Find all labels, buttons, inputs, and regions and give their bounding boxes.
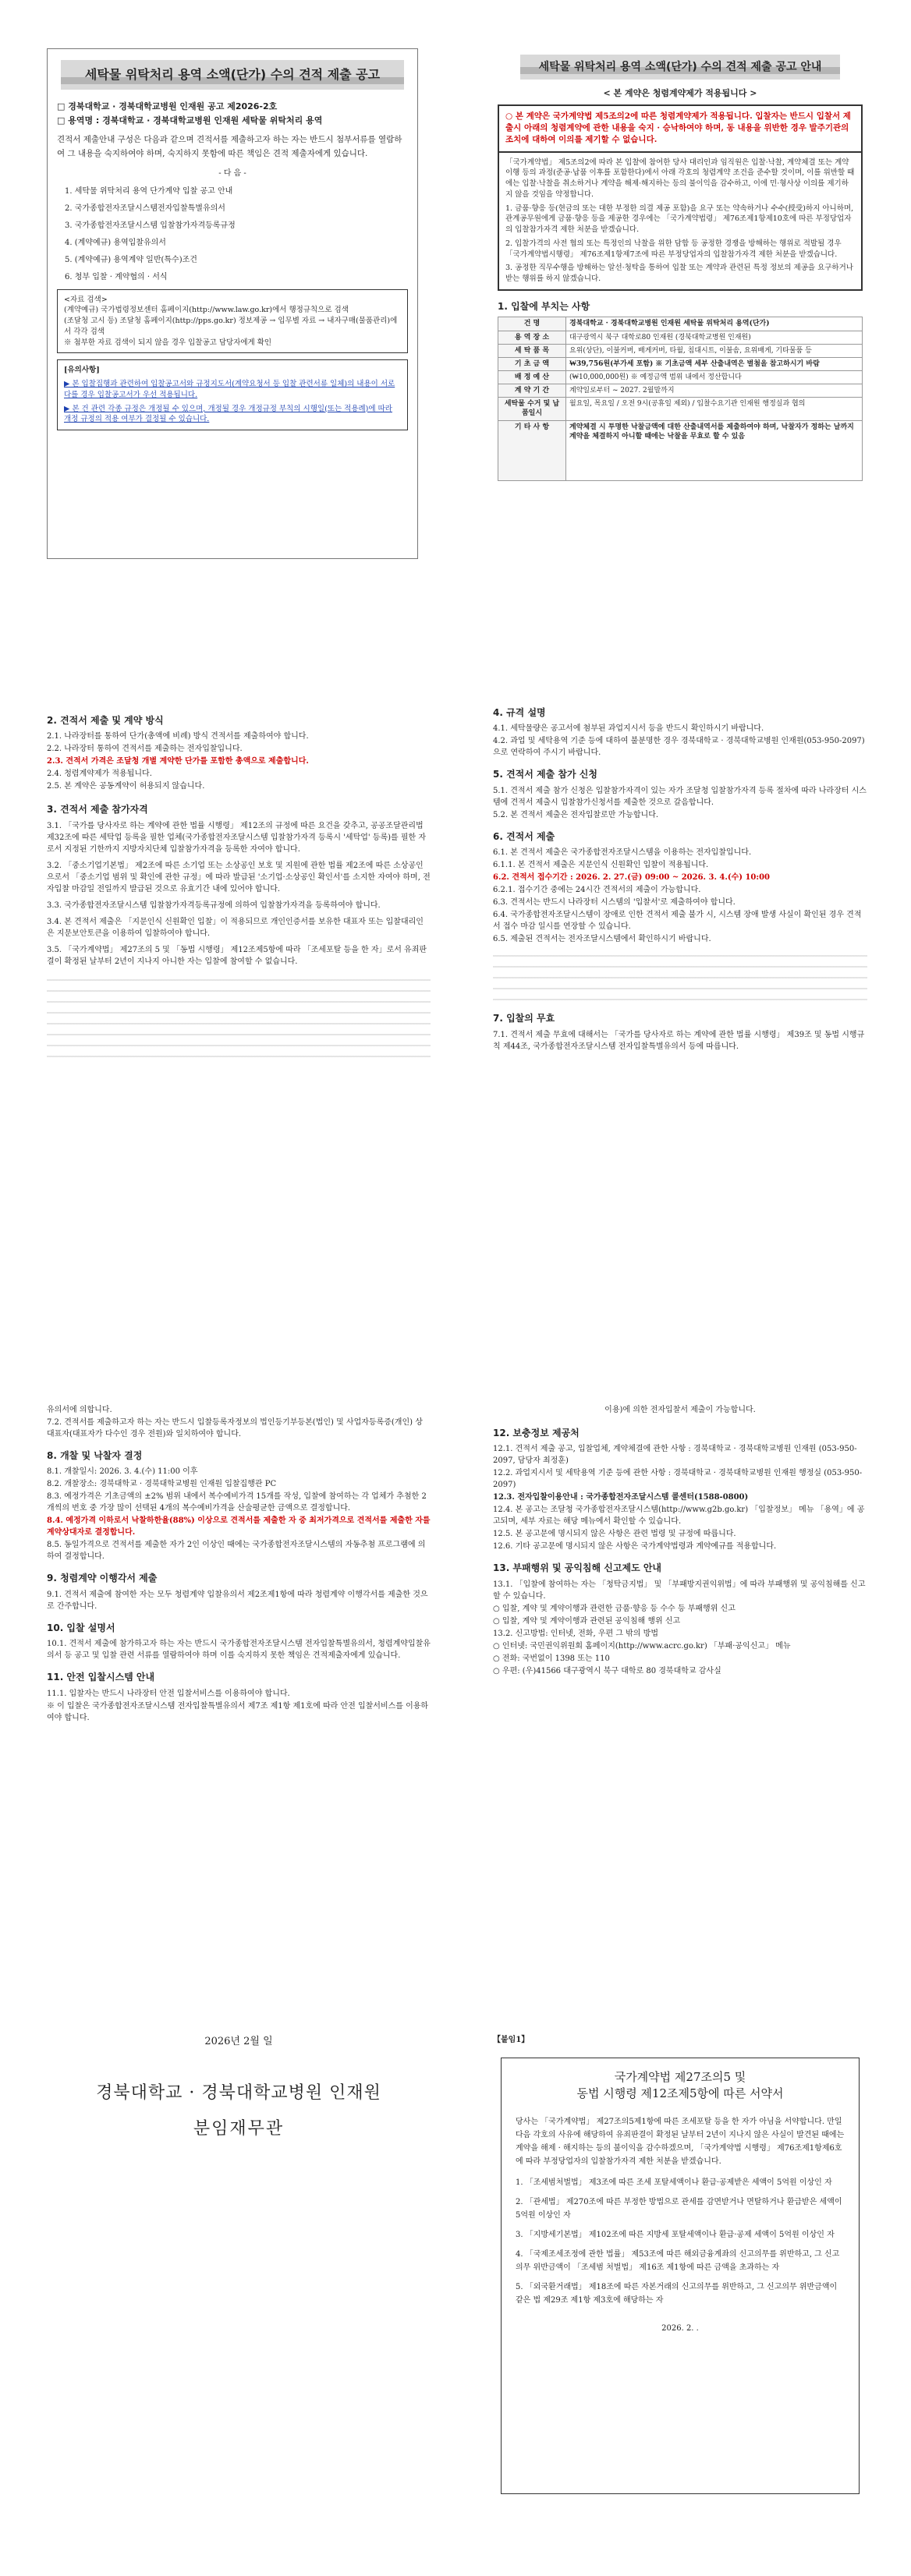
section-item: 2.1. 나라장터를 통하여 단가(총액에 비례) 방식 견적서를 제출하여야 합니다. xyxy=(47,732,309,741)
issuing-organization: 경북대학교 · 경북대학교병원 인재원 xyxy=(96,2082,381,2103)
table-row xyxy=(498,344,863,357)
rule-text: 3. 공정한 직무수행을 방해하는 알선·청탁을 통하여 입찰 또는 계약과 관련된 특정 정보의 제공을 요구하거나 받는 행위를 하지 않겠습니다. xyxy=(505,264,853,284)
section-item: 3.3. 국가종합전자조달시스템 입찰참가자격등록규정에 의하여 입찰참가자격을 등록하여야 합니다. xyxy=(47,901,381,910)
continued-text: 유의서에 의합니다. xyxy=(47,1406,112,1414)
list-item: 2. 국가종합전자조달시스템전자입찰특별유의서 xyxy=(65,203,225,213)
section-item: 5.2. 본 견적서 제출은 전자입찰로만 가능합니다. xyxy=(493,810,659,819)
section-item: ○ 입찰, 계약 및 계약이행과 관련된 공익침해 행위 신고 xyxy=(493,1616,681,1626)
section-item: 3.5. 「국가계약법」 제27조의 5 및 「동법 시행령」 제12조제5항에 따라 「조세포탈 등을 한 자」로서 유죄판결이 확정된 날부터 2년이 지나지 아니한 자는 입찰에 참여할 수 없습니다. xyxy=(47,945,427,966)
section-10-heading: 10. 입찰 설명서 xyxy=(47,1622,115,1633)
section-item: 12.2. 과업지시서 및 세탁용역 기준 등에 관한 사항 : 경북대학교 · 경북대학교병원 인재원 행정실 (053-950-2097) xyxy=(493,1469,863,1490)
section-item: 5.1. 견적서 제출 참가 신청은 입찰참가자격이 있는 자가 조달청 입찰참가자격 등록 절차에 따라 나라장터 시스템에 견적서 제출시 입찰참가신청서를 제출한 것으로 갈음합니다. xyxy=(493,786,867,807)
attachment-list xyxy=(57,186,408,283)
section-item: 12.3. 전자입찰이용안내 : 국가종합전자조달시스템 콜센터(1588-0800) xyxy=(493,1493,749,1502)
table-value: 계약체결 시 투명한 낙찰금액에 대한 산출내역서를 제출하여야 하며, 낙찰자가 정하는 날까지 계약을 체결하지 아니할 때에는 낙찰을 무효로 할 수 있음 xyxy=(566,420,863,480)
section-item: 3.2. 「중소기업기본법」 제2조에 따른 소기업 또는 소상공인 보호 및 지원에 관한 법률 제2조에 따른 소상공인으로서 「중소기업 범위 및 확인에 관한 규정」에 따라 발급된 '소기업·소상공인 확인서'를 소지한 자여야 하며, 전자입찰 마감일 전일까지 발급된 것으로 유효기간 내에 있어야 합니다. xyxy=(47,861,431,893)
pledge-item: 5. 「외국환거래법」 제18조에 따른 자본거래의 신고의무를 위반하고, 그 신고의무 위반금액이 같은 법 제29조 제1항 제3호에 해당하는 자 xyxy=(516,2283,838,2305)
section-item: 3.1. 「국가를 당사자로 하는 계약에 관한 법률 시행령」 제12조의 규정에 따른 요건을 갖추고, 공공조달관리법 제32조에 따른 세탁업 등록을 필한 업체(국가종합전자조달시스템 입찰참가자격 등록시 '세탁업' 등록)를 필한 자로서 지정된 기한까지 지방자치단체 입찰참가자격을 등록한 자여야 합니다. xyxy=(47,821,427,854)
section-item: 6.2.1. 접수기간 중에는 24시간 견적서의 제출이 가능합니다. xyxy=(493,886,701,895)
table-key: 기 타 사 항 xyxy=(498,420,566,480)
section-7-heading: 7. 입찰의 무효 xyxy=(493,1013,555,1024)
section-13-heading: 13. 부패행위 및 공익침해 신고제도 안내 xyxy=(493,1562,662,1574)
section-item: 12.1. 견적서 제출 공고, 입찰업체, 계약체결에 관한 사항 : 경북대학교 · 경북대학교병원 인재원 (053-950-2097, 담당자 최정훈) xyxy=(493,1445,857,1466)
page-4 xyxy=(493,702,867,1263)
table-value: 월요일, 목요일 / 오전 9시(공휴일 제외) / 입찰수요기관 인재원 행정실과 협의 xyxy=(566,398,863,420)
section-item: 2.2. 나라장터 통하여 견적서를 제출하는 전자입찰입니다. xyxy=(47,745,243,754)
pledge-item: 1. 「조세범처벌법」 제3조에 따른 조세 포탈세액이나 환급·공제받은 세액이 5억원 이상인 자 xyxy=(516,2178,832,2187)
section-item: 4.2. 과업 및 세탁용역 기준 등에 대하여 불분명한 경우 경북대학교 · 경북대학교병원 인재원(053-950-2097)으로 연락하여 주시기 바랍니다. xyxy=(493,737,865,758)
table-key: 세 탁 품 목 xyxy=(498,344,566,357)
page-1 xyxy=(47,48,418,559)
page-6 xyxy=(493,1403,867,1973)
clean-contract-notice: ○ 본 계약은 국가계약법 제5조의2에 따른 청렴계약제가 적용됩니다. 입찰자는 반드시 입찰서 제출시 아래의 청렴계약에 관한 내용을 숙지 · 승낙하여야 하며, 동 내용을 위반한 경우 발주기관의 조치에 대하여 이의를 제기할 수 없습니다. xyxy=(498,104,863,153)
section-item: 8.2. 개찰장소: 경북대학교 · 경북대학교병원 인재원 입찰집행관 PC xyxy=(47,1480,277,1489)
table-key: 배 정 예 산 xyxy=(498,370,566,384)
issuing-department: 분임재무관 xyxy=(193,2118,285,2139)
pledge-item: 2. 「관세법」 제270조에 따른 부정한 방법으로 관세를 감면받거나 면탈하거나 환급받은 세액이 5억원 이상인 자 xyxy=(516,2198,842,2220)
notice-number: □ 경북대학교 · 경북대학교병원 인재원 공고 제2026-2호 xyxy=(57,101,278,111)
section-item: 6.1. 본 견적서 제출은 국가종합전자조달시스템을 이용하는 전자입찰입니다. xyxy=(493,848,752,858)
page-8 xyxy=(493,2035,867,2549)
continued-text: 이용)에 의한 전자입찰서 제출이 가능합니다. xyxy=(604,1406,756,1414)
text-continuation xyxy=(47,972,431,1058)
list-item: 3. 국가종합전자조달시스템 입찰참가자격등록규정 xyxy=(65,221,236,230)
clean-contract-rules xyxy=(498,153,863,291)
section-item: 3.4. 본 견적서 제출은 「지문인식 신원확인 입찰」이 적용되므로 개인인증서를 보유한 대표자 또는 입찰대리인은 지문보안토큰을 이용하여 입찰하여야 합니다. xyxy=(47,917,424,938)
table-value: (₩10,000,000원) ※ 예정금액 범위 내에서 정산합니다 xyxy=(566,370,863,384)
section-1-heading: 1. 입찰에 부치는 사항 xyxy=(498,301,590,313)
pledge-title-2: 동법 시행령 제12조제5항에 따른 서약서 xyxy=(576,2086,784,2101)
rule-text: 「국가계약법」 제5조의2에 따라 본 입찰에 참여한 당사 대리인과 임직원은 입찰·낙찰, 계약체결 또는 계약이행 등의 과정(준공·납품 이후를 포함한다)에서 아래 각호의 청렴계약 조건을 준수할 것이며, 이를 위반할 때에는 입찰·낙찰을 취소하거나 계약을 해제·해지하는 등의 불이익을 감수하고, 이에 민·형사상 이의를 제기하지 않을 것임을 약정합니다. xyxy=(505,157,855,199)
section-item: ○ 입찰, 계약 및 계약이행과 관련한 금품·향응 등 수수 등 부패행위 신고 xyxy=(493,1604,736,1613)
page-3 xyxy=(47,709,431,1349)
section-11-heading: 11. 안전 입찰시스템 안내 xyxy=(47,1672,155,1683)
list-item: 4. (계약예규) 용역입찰유의서 xyxy=(65,238,166,247)
pledge-item: 4. 「국제조세조정에 관한 법률」 제53조에 따른 해외금융계좌의 신고의무를 위반하고, 그 신고의무 위반금액이 「조세범 처벌법」 제16조 제1항에 따른 금액을 초과하는 자 xyxy=(516,2250,840,2272)
section-item: 6.5. 제출된 견적서는 전자조달시스템에서 확인하시기 바랍니다. xyxy=(493,935,711,944)
warning-title: [유의사항] xyxy=(64,366,100,375)
table-row xyxy=(498,317,863,331)
table-value: ₩39,756원(부가세 포함) ※ 기초금액 세부 산출내역은 별첨을 참고하시기 바람 xyxy=(566,357,863,370)
section-item: 13.1. 「입찰에 참여하는 자는 「청탁금지법」 및 「부패방지권익위법」에 따라 부패행위 및 공익침해를 신고할 수 있습니다. xyxy=(493,1580,866,1601)
ref-line: (조달청 고시 등) 조달청 홈페이지(http://pps.go.kr) 정보제공 → 입무별 자료 → 내자구매(물품관리)에서 각각 검색 xyxy=(64,317,398,336)
section-item: 8.1. 개찰일시: 2026. 3. 4.(수) 11:00 이후 xyxy=(47,1467,198,1477)
list-item: 5. (계약예규) 용역계약 일반(특수)조건 xyxy=(65,255,197,264)
table-row xyxy=(498,398,863,420)
table-row xyxy=(498,357,863,370)
section-item: 13.2. 신고방법: 인터넷, 전화, 우편 그 밖의 방법 xyxy=(493,1629,658,1638)
section-item: 2.3. 견적서 가격은 조달청 개별 계약한 단가를 포함한 총액으로 제출합니다. xyxy=(47,757,309,766)
text-continuation xyxy=(493,948,867,1003)
page-2-title: 세탁물 위탁처리 용역 소액(단가) 수의 견적 제출 공고 안내 xyxy=(538,61,822,73)
ref-line: (계약예규) 국가법령정보센터 홈페이지(http://www.law.go.kr)에서 행정규칙으로 검색 xyxy=(64,306,349,315)
section-item: ○ 전화: 국번없이 1398 또는 110 xyxy=(493,1654,610,1663)
section-item: 6.4. 국가종합전자조달시스템이 장애로 인한 견적서 제출 불가 시, 시스템 장애 발생 사실이 확인된 경우 견적서 접수 마감 일시를 연장할 수 있습니다. xyxy=(493,911,862,932)
list-item: 6. 청부 입찰 · 계약협의 · 서식 xyxy=(65,272,168,281)
section-4-heading: 4. 규격 설명 xyxy=(493,707,546,718)
section-8-heading: 8. 개찰 및 낙찰자 결정 xyxy=(47,1450,143,1461)
rule-text: 1. 금품·향응 등(현금의 또는 대한 부정한 의결 제공 포함)을 요구 또는 약속하거나 수수(授受)하지 아니하며, 관계공무원에게 금품·향응 등을 제공한 경우에는 「국가계약법령」 제76조제1항제10호에 따른 부정당업자의 입찰참가자격 제한 처분을 받겠습니다. xyxy=(505,203,854,235)
list-item: 1. 세탁물 위탁처리 용역 단가계약 입찰 공고 안내 xyxy=(65,186,233,196)
pledge-title-1: 국가계약법 제27조의5 및 xyxy=(614,2069,746,2084)
pledge-item: 3. 「지방세기본법」 제102조에 따른 지방세 포탈세액이나 환급·공제 세액이 5억원 이상인 자 xyxy=(516,2231,835,2239)
section-item: 12.6. 기타 공고문에 명시되지 않은 사항은 국가계약법령과 계약예규를 적용합니다. xyxy=(493,1542,777,1552)
table-row xyxy=(498,420,863,480)
section-item: ○ 우편: (우)41566 대구광역시 북구 대학로 80 경북대학교 감사실 xyxy=(493,1666,721,1675)
attachment-tag: 【붙임1】 xyxy=(493,2036,530,2044)
ref-line: ※ 첨부한 자료 검색이 되지 않을 경우 입찰공고 담당자에게 확인 xyxy=(64,338,272,347)
rule-text: 2. 입찰가격의 사전 협의 또는 특정인의 낙찰을 위한 담합 등 공정한 경쟁을 방해하는 행위로 적발될 경우 「국가계약법시행령」 제76조제1항제7조에 따른 부정당업자의 입찰참가자격 제한 처분을 받겠습니다. xyxy=(505,239,842,259)
section-item: 7.1. 견적서 제출 무효에 대해서는 「국가를 당사자로 하는 계약에 관한 법률 시행령」 제39조 및 동법 시행규칙 제44조, 국가종합전자조달시스템 전자입찰특별유의서 등에 따릅니다. xyxy=(493,1030,865,1051)
table-key: 건 명 xyxy=(498,317,566,331)
table-key: 용 역 장 소 xyxy=(498,331,566,344)
pledge-intro: 당사는 「국가계약법」 제27조의5제1항에 따른 조세포탈 등을 한 자가 아님을 서약합니다. 만일 다음 각호의 사유에 해당하여 유죄판결이 확정된 날부터 2년이 지나지 않은 사실이 발견된 때에는 계약을 해제 · 해지하는 등의 불이익을 감수하겠으며, 「국가계약법 시행령」 제76조제1항제6호에 따라 부정당업자의 입찰참가자격 제한 처분을 받겠습니다. xyxy=(516,2118,845,2166)
intro-text: 견적서 제출안내 구성은 다음과 같으며 견적서를 제출하고자 하는 자는 반드시 첨부서류를 열람하여 그 내용을 숙지하여야 하며, 숙지하지 못함에 따른 책임은 견적 제출자에게 있습니다. xyxy=(57,134,402,158)
section-item: 10.1. 견적서 제출에 참가하고자 하는 자는 반드시 국가종합전자조달시스템 전자입찰특별유의서, 청렴계약입찰유의서 등 공고 및 입찰 관련 서류를 열람하여야 하며 이를 숙지하지 못한 책임은 견적제출자에게 있습니다. xyxy=(47,1640,431,1661)
page-1-title: 세탁물 위탁처리 용역 소액(단가) 수의 견적 제출 공고 xyxy=(84,67,381,82)
pledge-box xyxy=(501,2058,860,2494)
table-value: 경북대학교 · 경북대학교병원 인재원 세탁물 위탁처리 용역(단가) xyxy=(566,317,863,331)
section-6-heading: 6. 견적서 제출 xyxy=(493,830,555,842)
ref-line: <자료 검색> xyxy=(64,295,108,304)
reference-box xyxy=(57,289,408,354)
section-3-heading: 3. 견적서 제출 참가자격 xyxy=(47,804,148,816)
service-name-line: □ 용역명 : 경북대학교 · 경북대학교병원 인재원 세탁물 위탁처리 용역 xyxy=(57,115,323,126)
table-value: 대구광역시 북구 대학로80 인재원 (경북대학교병원 인재원) xyxy=(566,331,863,344)
notice-date: 2026년 2월 일 xyxy=(204,2036,273,2047)
section-item: 8.3. 예정가격은 기초금액의 ±2% 범위 내에서 복수예비가격 15개를 작성, 입찰에 참여하는 각 업체가 추첨한 2개씩의 번호 중 가장 많이 선택된 4개의 복수예비가격을 산술평균한 금액으로 결정합니다. xyxy=(47,1492,427,1513)
section-item: 12.5. 본 공고문에 명시되지 않은 사항은 관련 법령 및 규정에 따릅니다. xyxy=(493,1530,736,1539)
section-item: 8.4. 예정가격 이하로서 낙찰하한율(88%) 이상으로 견적서를 제출한 자 중 최저가격으로 견적서를 제출한 자를 계약상대자로 결정합니다. xyxy=(47,1516,431,1537)
section-12-heading: 12. 보충정보 제공처 xyxy=(493,1428,580,1438)
table-row xyxy=(498,384,863,398)
page-5 xyxy=(47,1403,431,1973)
table-value: 요위(상단), 이불커버, 배게커버, 타월, 침대시트, 이불솜, 요위배게, 기타물품 등 xyxy=(566,344,863,357)
warning-item: ▶ 본 입찰집행과 관련하여 입찰공고서와 규정지도서(계약요청서 등 입찰 관련서류 일체)의 내용이 서로 다를 경우 입찰공고서가 우선 적용됩니다. xyxy=(64,380,395,399)
table-key: 기 초 금 액 xyxy=(498,357,566,370)
table-row xyxy=(498,331,863,344)
section-item: 4.1. 세탁물량은 공고서에 첨부된 과업지시서 등을 반드시 확인하시기 바랍니다. xyxy=(493,724,764,734)
section-5-heading: 5. 견적서 제출 참가 신청 xyxy=(493,769,597,780)
section-item: 2.5. 본 계약은 공동계약이 허용되지 않습니다. xyxy=(47,782,205,791)
warning-box xyxy=(57,359,408,430)
section-item: ○ 인터넷: 국민권익위원회 홈페이지(http://www.acrc.go.kr) 「부패·공익신고」 메뉴 xyxy=(493,1641,791,1651)
section-item: ※ 이 입찰은 국가종합전자조달시스템 전자입찰특별유의서 제7조 제1항 제1호에 따라 안전 입찰서비스를 이용하여야 합니다. xyxy=(47,1701,429,1722)
section-item: 6.1.1. 본 견적서 제출은 지문인식 신원확인 입찰이 적용됩니다. xyxy=(493,861,709,870)
page-7 xyxy=(47,2035,431,2253)
warning-item: ▶ 본 건 관련 각종 규정은 개정될 수 있으며, 개정될 경우 개정규정 부칙의 시행일(또는 적용례)에 따라 개정 규정의 적용 여부가 결정될 수 있습니다. xyxy=(64,404,392,424)
section-item: 6.2. 견적서 접수기간 : 2026. 2. 27.(금) 09:00 ~ 2026. 3. 4.(수) 10:00 xyxy=(493,873,770,883)
section-item: 8.5. 동일가격으로 견적서를 제출한 자가 2인 이상인 때에는 국가종합전자조달시스템의 자동추첨 프로그램에 의하여 결정합니다. xyxy=(47,1541,426,1562)
table-key: 세탁물 수거 및 납품일시 xyxy=(498,398,566,420)
section-item: 2.4. 청렴계약제가 적용됩니다. xyxy=(47,770,152,779)
table-value: 계약일로부터 ~ 2027. 2월말까지 xyxy=(566,384,863,398)
continued-text: 7.2. 견적서를 제출하고자 하는 자는 반드시 입찰등록자정보의 법인등기부등본(법인) 및 사업자등록증(개인) 상 대표자(대표자가 다수인 경우 전원)와 일치하여야 합니다. xyxy=(47,1418,423,1438)
table-key: 계 약 기 간 xyxy=(498,384,566,398)
section-item: 6.3. 견적서는 반드시 나라장터 시스템의 '입찰서'로 제출하여야 합니다. xyxy=(493,898,736,908)
page-2-title-banner xyxy=(520,55,840,80)
table-row xyxy=(498,370,863,384)
section-item: 9.1. 견적서 제출에 참여한 자는 모두 청렴계약 입찰유의서 제2조제1항에 따라 청렴계약 이행각서를 제출한 것으로 간주합니다. xyxy=(47,1590,428,1611)
section-2-heading: 2. 견적서 제출 및 계약 방식 xyxy=(47,715,164,726)
clean-contract-title: < 본 계약은 청렴계약제가 적용됩니다 > xyxy=(603,88,757,98)
section-9-heading: 9. 청렴계약 이행각서 제출 xyxy=(47,1573,158,1584)
divider-text: - 다 음 - xyxy=(218,168,246,178)
pledge-date: 2026. 2. . xyxy=(661,2324,699,2333)
bid-info-table xyxy=(498,317,863,480)
page-2 xyxy=(493,48,867,610)
section-item: 12.4. 본 공고는 조달청 국가종합전자조달시스템(http://www.g2b.go.kr) 「입찰정보」 메뉴 「용역」에 공고되며, 세부 자료는 해당 메뉴에서 확인할 수 있습니다. xyxy=(493,1506,865,1527)
section-item: 11.1. 입찰자는 반드시 나라장터 안전 입찰서비스를 이용하여야 합니다. xyxy=(47,1689,290,1698)
page-1-title-banner xyxy=(61,60,404,90)
